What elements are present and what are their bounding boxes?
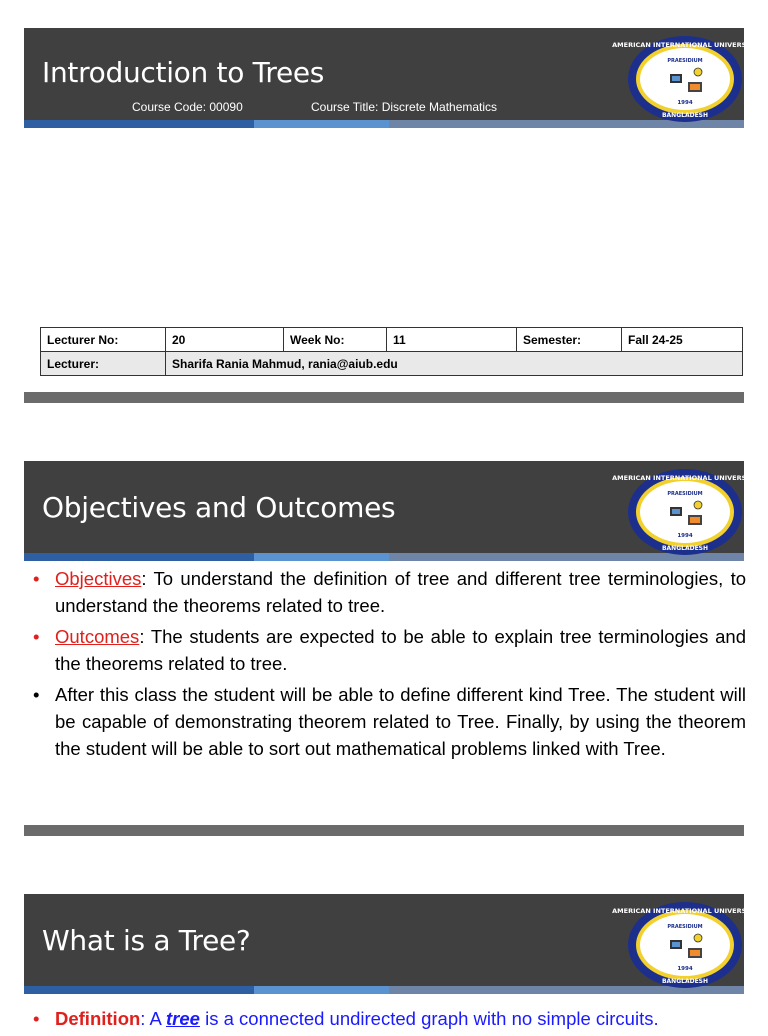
svg-text:AMERICAN INTERNATIONAL UNIVERS: AMERICAN INTERNATIONAL UNIVERSITY: [612, 907, 758, 915]
header-stripe-dark: [24, 120, 254, 128]
list-item: [30, 681, 746, 762]
header-stripe-dark: [24, 553, 254, 561]
svg-text:PRAESIDIUM: PRAESIDIUM: [667, 58, 703, 64]
slide3-title: What is a Tree?: [42, 924, 251, 957]
slide1-title: Introduction to Trees: [42, 56, 325, 89]
slide3-header: [24, 894, 758, 994]
definition-list: [30, 1005, 746, 1036]
definition-rest: is a connected undirected graph with no simple circuits.: [199, 1008, 659, 1029]
svg-text:PRAESIDIUM: PRAESIDIUM: [667, 924, 703, 930]
slide1-header: [24, 28, 758, 128]
bullet-icon: •: [33, 626, 40, 647]
university-logo-icon: [612, 34, 758, 124]
svg-text:PRAESIDIUM: PRAESIDIUM: [667, 491, 703, 497]
definition-word: tree: [166, 1008, 200, 1029]
university-logo-icon: [612, 900, 758, 990]
table-row: [41, 328, 743, 352]
table-row: [41, 352, 743, 376]
university-logo-icon: [612, 467, 758, 557]
after-class-text: After this class the student will be able to define different kind Tree. The student will be capable of demonstrating theorem related to Tree. Finally, by using the theorem the student will be able to sort out mathematical problems linked with Tree.: [55, 684, 746, 759]
svg-text:1994: 1994: [677, 100, 693, 106]
svg-text:AMERICAN INTERNATIONAL UNIVERS: AMERICAN INTERNATIONAL UNIVERSITY: [612, 41, 758, 49]
svg-text:BANGLADESH: BANGLADESH: [661, 545, 709, 552]
list-item: [30, 623, 746, 677]
semester-label: Semester:: [517, 328, 622, 352]
lecturer-label: Lecturer:: [41, 352, 166, 376]
slide2-title: Objectives and Outcomes: [42, 491, 396, 524]
week-no-value: 11: [387, 328, 517, 352]
definition-term: Definition: [55, 1008, 141, 1029]
svg-text:1994: 1994: [677, 533, 693, 539]
header-stripe-light: [254, 553, 389, 561]
outcomes-text: : The students are expected to be able to explain tree terminologies and the theorems related to tree.: [55, 626, 746, 674]
slide-separator: [24, 825, 744, 836]
definition-pre: : A: [140, 1008, 167, 1029]
lecturer-value: Sharifa Rania Mahmud, rania@aiub.edu: [166, 352, 743, 376]
outcomes-term: Outcomes: [55, 626, 140, 647]
course-code: Course Code: 00090: [132, 100, 243, 114]
lecturer-no-label: Lecturer No:: [41, 328, 166, 352]
slide-separator: [24, 392, 744, 403]
course-title: Course Title: Discrete Mathematics: [311, 100, 498, 114]
svg-text:BANGLADESH: BANGLADESH: [661, 112, 709, 119]
semester-value: Fall 24-25: [622, 328, 743, 352]
bullet-icon: •: [33, 568, 40, 589]
objectives-list: [30, 565, 746, 766]
week-no-label: Week No:: [284, 328, 387, 352]
objectives-term: Objectives: [55, 568, 142, 589]
header-stripe-light: [254, 986, 389, 994]
objectives-text: : To understand the definition of tree and different tree terminologies, to understand the theorems related to tree.: [55, 568, 746, 616]
lecture-info-table: [40, 327, 743, 376]
list-item: [30, 1005, 746, 1032]
svg-text:BANGLADESH: BANGLADESH: [661, 978, 709, 985]
slide2-header: [24, 461, 758, 561]
bullet-icon: •: [33, 1008, 40, 1029]
list-item: [30, 565, 746, 619]
lecturer-no-value: 20: [166, 328, 284, 352]
header-stripe-light: [254, 120, 389, 128]
header-stripe-dark: [24, 986, 254, 994]
bullet-icon: •: [33, 684, 40, 705]
svg-text:1994: 1994: [677, 966, 693, 972]
svg-text:AMERICAN INTERNATIONAL UNIVERS: AMERICAN INTERNATIONAL UNIVERSITY: [612, 474, 758, 482]
